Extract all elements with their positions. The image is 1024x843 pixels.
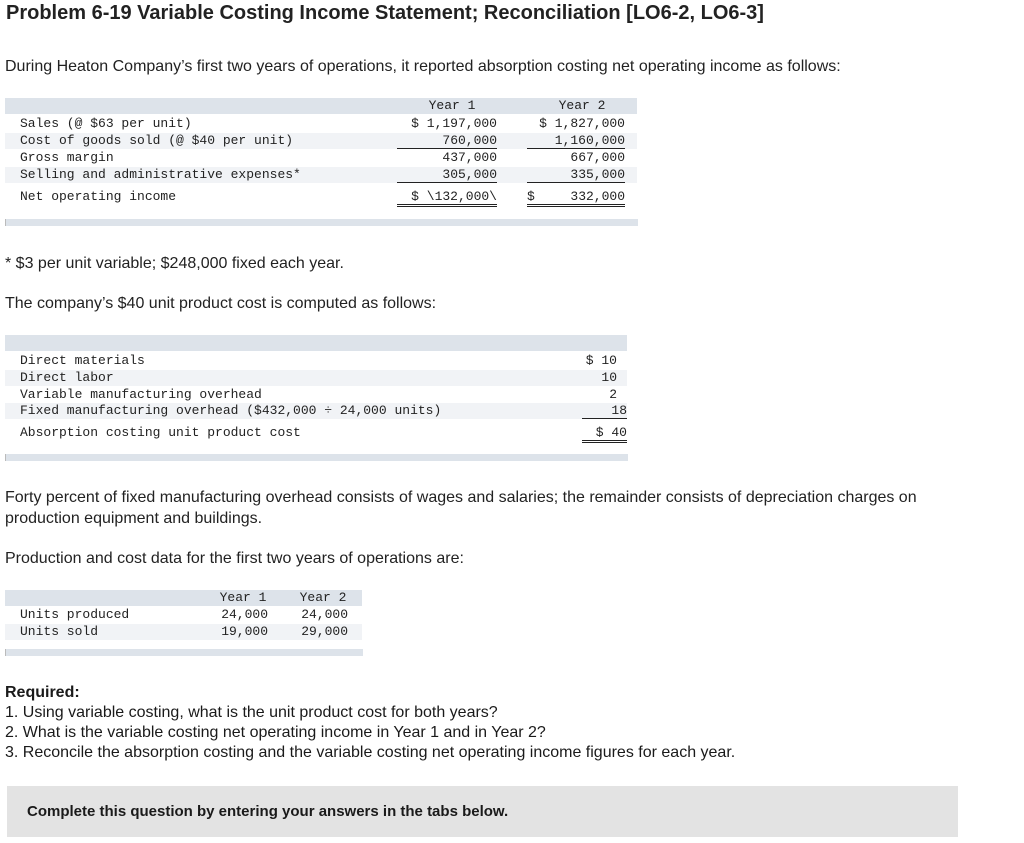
unit-cost-row-total xyxy=(5,425,627,441)
footnote-text: * $3 per unit variable; $248,000 fixed each year. xyxy=(5,255,344,272)
unit-cost-row xyxy=(5,387,627,403)
unit-cost-intro: The company’s $40 unit product cost is computed as follows: xyxy=(5,295,437,312)
unit-cost-label: Absorption costing unit product cost xyxy=(20,425,301,440)
unit-cost-value: 10 xyxy=(601,370,617,385)
unit-cost-table xyxy=(5,335,627,465)
income-footer-band xyxy=(5,219,638,226)
unit-cost-row xyxy=(5,370,627,386)
intro-text: During Heaton Company’s first two years of operations, it reported absorption costing net operating income as follows: xyxy=(5,58,841,75)
production-header-year2: Year 2 xyxy=(299,590,347,605)
income-row-year1: 305,000 xyxy=(397,167,497,183)
production-table xyxy=(5,590,362,660)
income-row-label: Net operating income xyxy=(20,189,177,204)
unit-cost-label: Direct labor xyxy=(20,370,114,385)
required-item: 1. Using variable costing, what is the unit product cost for both years? xyxy=(5,704,498,721)
required-heading: Required: xyxy=(5,684,80,701)
unit-cost-value: $ 40 xyxy=(582,425,627,443)
income-row-year2: 332,000 xyxy=(541,189,625,207)
income-row-gross-margin xyxy=(5,150,637,166)
required-section xyxy=(5,683,735,763)
income-row-cogs xyxy=(5,133,637,149)
income-row-year2: 1,160,000 xyxy=(527,133,625,149)
income-row-year1: $ \132,000\ xyxy=(397,189,497,207)
overhead-note-line2: production equipment and buildings. xyxy=(5,510,263,527)
problem-title: Problem 6-19 Variable Costing Income Statement; Reconciliation [LO6-2, LO6-3] xyxy=(6,2,764,24)
production-year1: 19,000 xyxy=(221,624,268,639)
income-row-sales xyxy=(5,116,637,132)
unit-cost-value: 18 xyxy=(582,403,627,419)
production-year2: 24,000 xyxy=(301,607,348,622)
income-header-year1: Year 1 xyxy=(428,98,476,113)
production-header-year1: Year 1 xyxy=(219,590,267,605)
income-row-year2: 335,000 xyxy=(527,167,625,183)
income-row-selling-admin xyxy=(5,167,637,183)
unit-cost-row xyxy=(5,403,627,419)
income-statement-table xyxy=(5,98,637,228)
unit-cost-label: Fixed manufacturing overhead ($432,000 ÷ 24,000 units) xyxy=(20,403,442,418)
income-row-label: Selling and administrative expenses* xyxy=(20,167,301,182)
income-row-year1: 437,000 xyxy=(442,150,497,165)
production-label: Units sold xyxy=(20,624,99,639)
unit-cost-value: 2 xyxy=(609,387,617,402)
income-row-year2-sign: $ xyxy=(527,189,541,207)
unit-cost-header-band xyxy=(5,335,627,351)
production-year1: 24,000 xyxy=(221,607,268,622)
income-row-year2: $ 1,827,000 xyxy=(539,116,625,131)
production-year2: 29,000 xyxy=(301,624,348,639)
production-label: Units produced xyxy=(20,607,130,622)
instruction-banner-text: Complete this question by entering your answers in the tabs below. xyxy=(27,803,509,820)
instruction-banner xyxy=(7,786,958,837)
income-row-year2: 667,000 xyxy=(570,150,625,165)
production-footer-band xyxy=(5,649,363,656)
overhead-note-line1: Forty percent of fixed manufacturing overhead consists of wages and salaries; the remainder consists of depreciation charges on xyxy=(5,489,917,506)
income-row-label: Cost of goods sold (@ $40 per unit) xyxy=(20,133,294,148)
income-row-label: Gross margin xyxy=(20,150,114,165)
production-row xyxy=(5,607,362,623)
required-item: 3. Reconcile the absorption costing and the variable costing net operating income figures for each year. xyxy=(5,744,736,761)
production-row xyxy=(5,624,362,640)
unit-cost-value: $ 10 xyxy=(585,353,617,368)
unit-cost-label: Direct materials xyxy=(20,353,145,368)
unit-cost-footer-band xyxy=(5,454,628,461)
unit-cost-row xyxy=(5,353,627,369)
income-header-year2: Year 2 xyxy=(558,98,606,113)
income-row-label: Sales (@ $63 per unit) xyxy=(20,116,192,131)
income-row-year1: $ 1,197,000 xyxy=(411,116,497,131)
income-row-year1: 760,000 xyxy=(397,133,497,149)
production-intro: Production and cost data for the first two years of operations are: xyxy=(5,550,464,567)
unit-cost-label: Variable manufacturing overhead xyxy=(20,387,262,402)
income-row-net-income xyxy=(5,189,637,205)
required-item: 2. What is the variable costing net operating income in Year 1 and in Year 2? xyxy=(5,724,546,741)
